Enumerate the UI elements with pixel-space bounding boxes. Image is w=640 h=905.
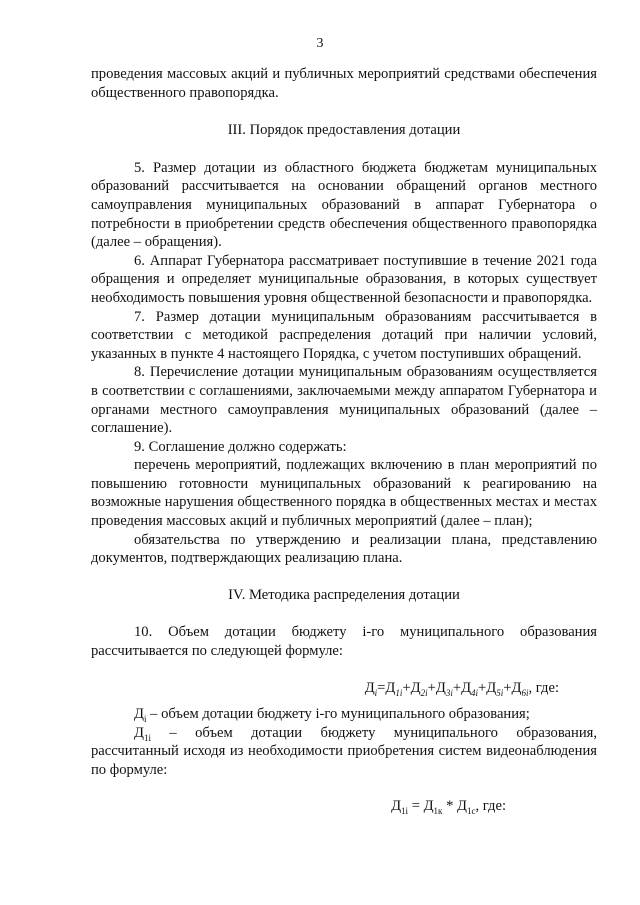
formula-term: $Д_{4i}$ [461,679,479,698]
formula-term: $Д_{3i}$ [435,679,453,698]
paragraph-9: 9. Соглашение должно содержать: [134,438,347,455]
document-body [91,65,597,815]
definition-d1i: $Д_{1i}$ – объем дотации бюджету муниципального образования, рассчитанный исходя из необходимости приобретения систем видеонаблюдения по формуле: [91,724,597,778]
formula-term: $Д_{1i}$ [385,679,403,698]
formula-lhs: $Д_i$ [364,679,378,698]
paragraph-9-item-obligations: обязательства по утверждению и реализации плана, представлению документов, подтверждающих реализацию плана. [91,531,597,567]
formula-term: $Д_{6i}$ [511,679,529,698]
paragraph-6: 6. Аппарат Губернатора рассматривает поступившие в течение 2021 года обращения и определяет муниципальные образования, в которых существует необходимость повышения уровня общественной безопасности и правопорядка. [91,252,597,306]
paragraph-9-item-plan: перечень мероприятий, подлежащих включению в план мероприятий по повышению готовности муниципальных образований к реагированию на возможные нарушения общественного порядка в общественных местах и местах проведения массовых акций и публичных мероприятий (далее – план); [91,457,597,530]
formula-video-surveillance: $Д_{1i} = Д_{1к} * Д_{1с}$, где: [391,797,506,816]
formula-term: $Д_{5i}$ [486,679,504,698]
paragraph-continued: проведения массовых акций и публичных мероприятий средствами обеспечения общественного правопорядка. [91,66,597,101]
paragraph-7: 7. Размер дотации муниципальным образованиям рассчитывается в соответствии с методикой распределения дотаций при наличии условий, указанных в пункте 4 настоящего Порядка, с учетом поступивших обращений. [91,308,597,362]
formula-term: $Д_{2i}$ [410,679,428,698]
formula-total-subsidy: $Д_i=Д_{1i}+Д_{2i}+Д_{3i}+Д_{4i}+Д_{5i}+Д_{6i}$, где: [364,679,559,698]
paragraph-5: 5. Размер дотации из областного бюджета бюджетам муниципальных образований рассчитывается на основании обращений органов местного самоуправления муниципальных образований в аппарат Губернатора о потребности в приобретении средств обеспечения общественного правопорядка (далее – обращения). [91,159,597,251]
paragraph-10: 10. Объем дотации бюджету i-го муниципального образования рассчитывается по следующей формуле: [91,624,597,660]
section-heading-3: III. Порядок предоставления дотации [227,122,461,139]
paragraph-8: 8. Перечисление дотации муниципальным образованиям осуществляется в соответствии с соглашениями, заключаемыми между аппаратом Губернатора и органами местного самоуправления муниципальных образований (далее – соглашение). [91,364,597,437]
section-heading-4: IV. Методика распределения дотации [228,586,460,603]
page-number: 3 [316,36,324,51]
definition-di: $Д_i$ – объем дотации бюджету i-го муниципального образования; [134,706,530,725]
